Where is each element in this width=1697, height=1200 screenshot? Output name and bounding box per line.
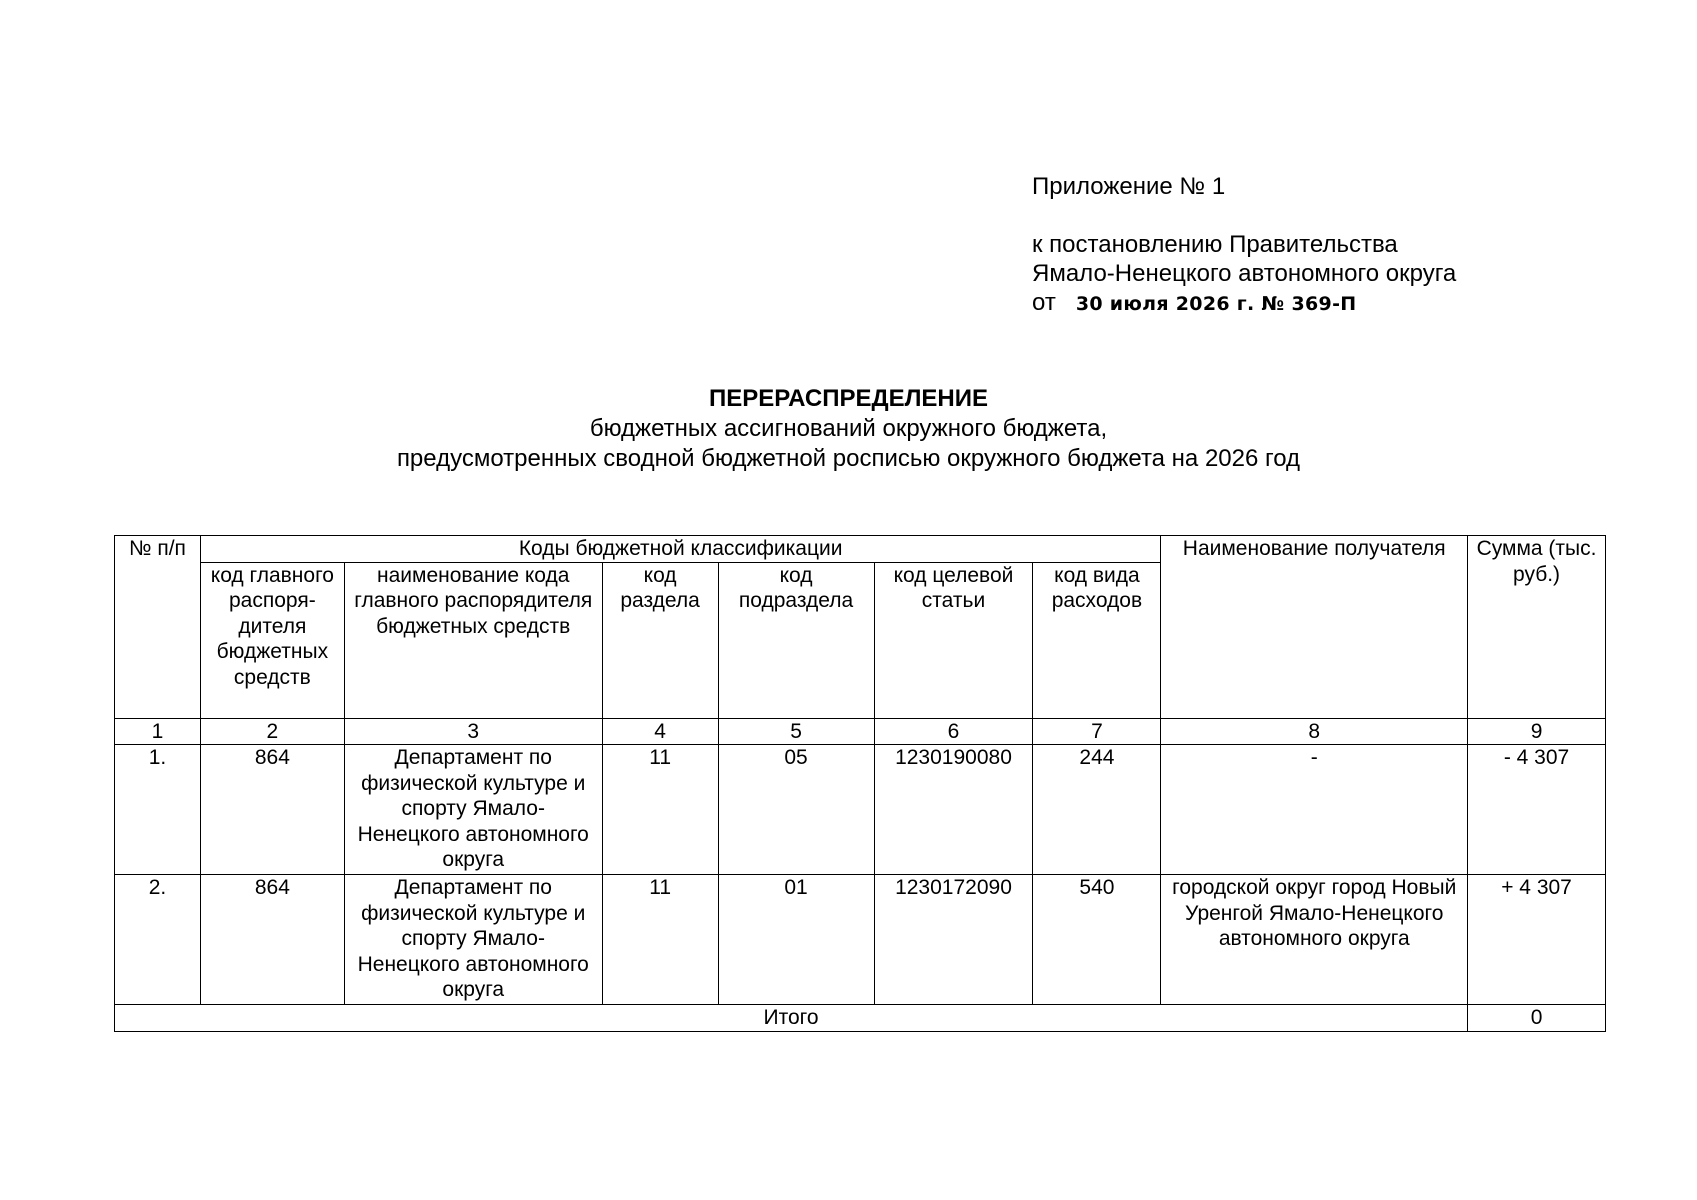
header-col7: код вида расходов <box>1033 562 1161 718</box>
row-gr-code: 864 <box>200 745 344 875</box>
row-gr-name: Департамент по физической культуре и спорту Ямало-Ненецкого автономного округа <box>344 875 602 1005</box>
header-col3: наименование кода главного распорядителя бюджетных средств <box>344 562 602 718</box>
appendix-resolution: к постановлению Правительства <box>1032 231 1398 258</box>
table-row <box>115 745 1606 875</box>
appendix-gap <box>1032 201 1456 230</box>
title-sub-2: предусмотренных сводной бюджетной росписью окружного бюджета на 2026 год <box>396 445 1301 472</box>
row-gr-code: 864 <box>200 875 344 1005</box>
column-number: 1 <box>115 718 201 745</box>
column-number: 5 <box>718 718 874 745</box>
header-sum: Сумма (тыс. руб.) <box>1468 536 1606 719</box>
header-num: № п/п <box>115 536 201 719</box>
header-col6: код целевой статьи <box>874 562 1033 718</box>
appendix-header <box>1032 172 1456 319</box>
row-target: 1230172090 <box>874 875 1033 1005</box>
row-subsection: 05 <box>718 745 874 875</box>
title-main: ПЕРЕРАСПРЕДЕЛЕНИЕ <box>708 385 989 412</box>
table-row <box>115 875 1606 1005</box>
total-label: Итого <box>115 1005 1468 1032</box>
column-number: 3 <box>344 718 602 745</box>
row-num: 2. <box>115 875 201 1005</box>
row-section: 11 <box>602 875 718 1005</box>
redistribution-table <box>114 535 1606 1032</box>
date-stamp: 30 июля 2026 г. № 369-П <box>1075 293 1357 315</box>
header-row-1 <box>115 536 1606 563</box>
header-col5: код подраздела <box>718 562 874 718</box>
column-number: 9 <box>1468 718 1606 745</box>
column-number-row <box>115 718 1606 745</box>
row-gr-name: Департамент по физической культуре и спорту Ямало-Ненецкого автономного округа <box>344 745 602 875</box>
row-recipient: - <box>1161 745 1468 875</box>
appendix-date-line <box>1032 288 1456 319</box>
from-label: от <box>1032 289 1056 316</box>
header-recipient: Наименование получателя <box>1161 536 1468 719</box>
total-row <box>115 1005 1606 1032</box>
title-sub-1: бюджетных ассигнований окружного бюджета, <box>589 415 1108 442</box>
header-codes-group: Коды бюджетной классификации <box>200 536 1161 563</box>
row-exp-type: 540 <box>1033 875 1161 1005</box>
row-sum: + 4 307 <box>1468 875 1606 1005</box>
column-number: 4 <box>602 718 718 745</box>
header-col4: код раздела <box>602 562 718 718</box>
column-number: 8 <box>1161 718 1468 745</box>
total-value: 0 <box>1468 1005 1606 1032</box>
row-recipient: городской округ город Новый Уренгой Ямало-Ненецкого автономного округа <box>1161 875 1468 1005</box>
row-section: 11 <box>602 745 718 875</box>
row-subsection: 01 <box>718 875 874 1005</box>
document-title <box>0 384 1697 474</box>
row-target: 1230190080 <box>874 745 1033 875</box>
column-number: 2 <box>200 718 344 745</box>
row-sum: - 4 307 <box>1468 745 1606 875</box>
appendix-number: Приложение № 1 <box>1032 173 1226 200</box>
header-col2: код главного распоря-дителя бюджетных средств <box>200 562 344 718</box>
appendix-region: Ямало-Ненецкого автономного округа <box>1032 260 1457 287</box>
column-number: 6 <box>874 718 1033 745</box>
row-num: 1. <box>115 745 201 875</box>
column-number: 7 <box>1033 718 1161 745</box>
row-exp-type: 244 <box>1033 745 1161 875</box>
